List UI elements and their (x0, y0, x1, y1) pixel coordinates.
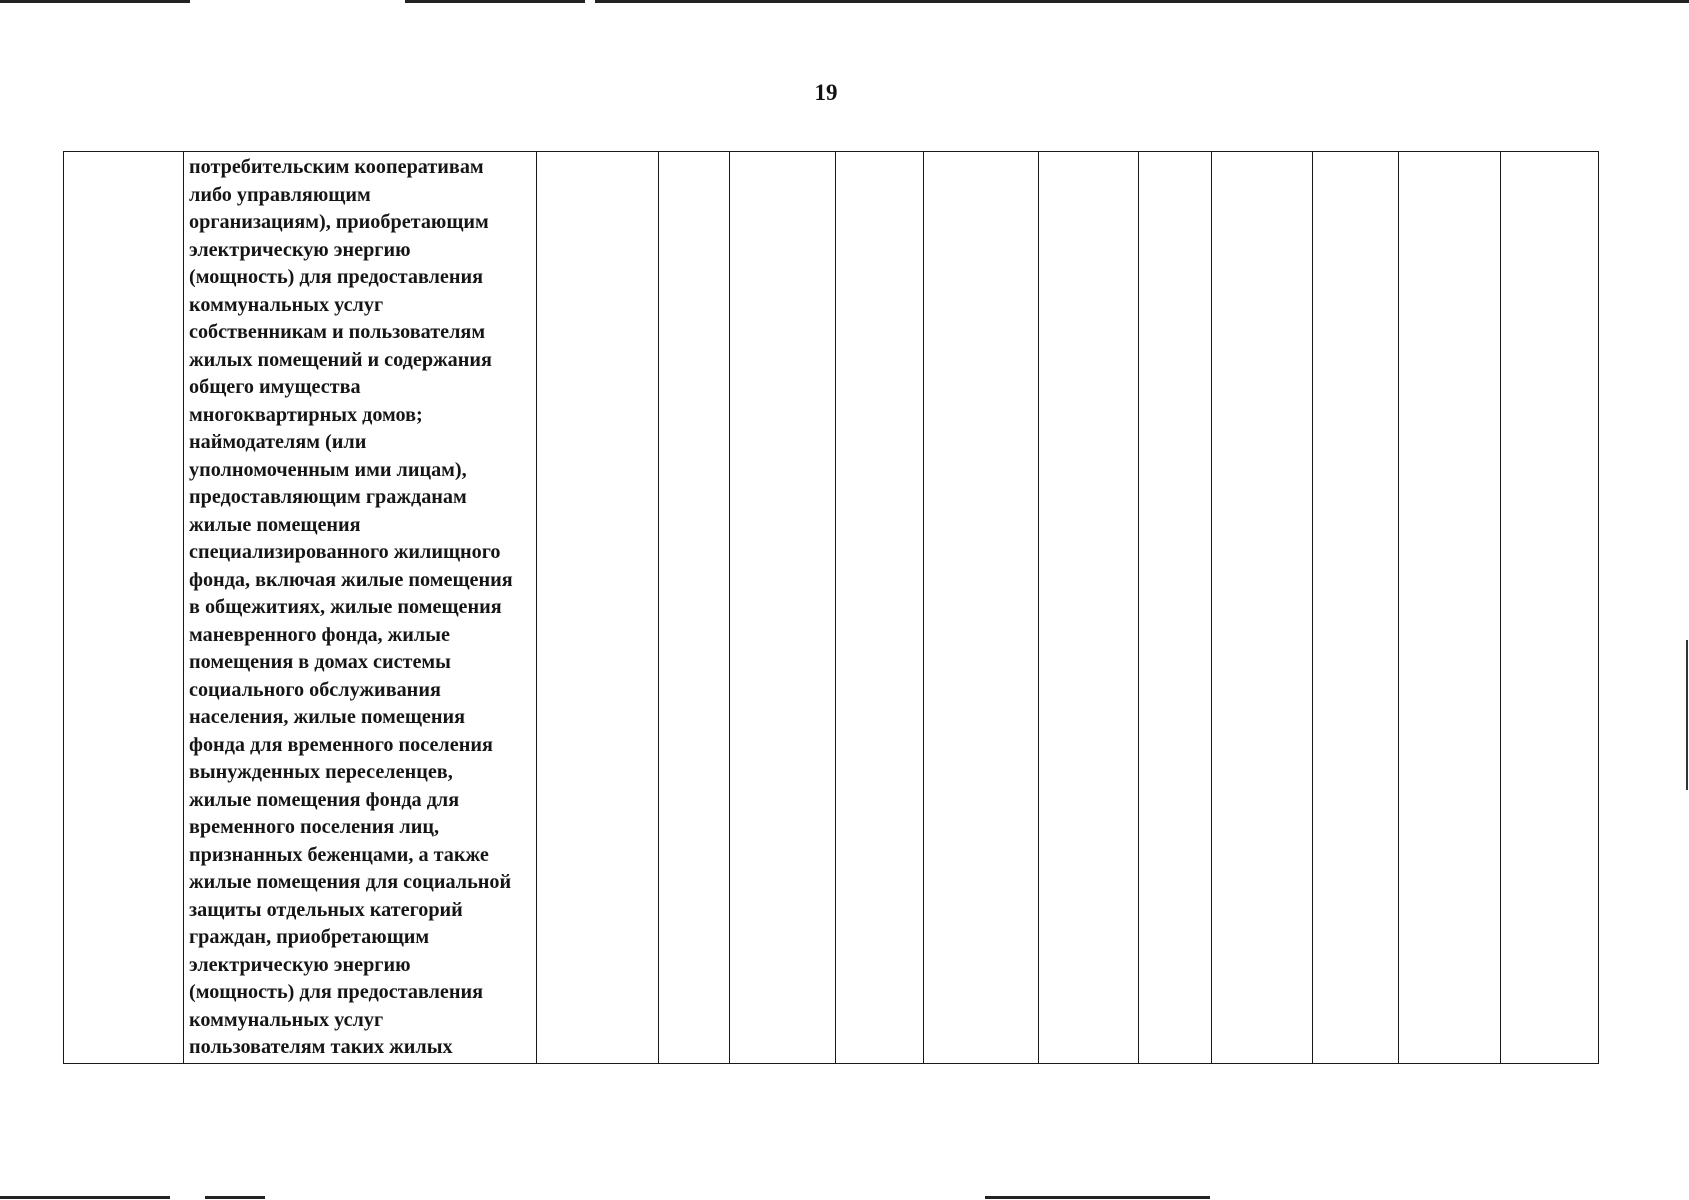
scan-edge-top-right (595, 0, 1689, 3)
scan-edge-top-left (0, 0, 190, 3)
table-cell-empty (1139, 152, 1212, 1064)
table-cell-empty (1501, 152, 1599, 1064)
description-line: в общежитиях, жилые помещения (189, 596, 502, 618)
description-line: потребительским кооперативам (189, 156, 484, 178)
description-line: защиты отдельных категорий (189, 898, 463, 921)
scan-edge-right (1686, 640, 1688, 790)
document-table (63, 151, 1599, 1064)
scan-edge-bottom-mid (205, 1196, 265, 1199)
description-line: электрическую энергию (189, 238, 411, 261)
description-line: специализированного жилищного (189, 541, 501, 563)
description-line: признанных беженцами, а также (189, 843, 489, 866)
scan-edge-bottom-left (0, 1196, 170, 1199)
description-line: фонда, включая жилые помещения (189, 568, 513, 591)
description-line: (мощность) для предоставления (189, 266, 484, 288)
description-line: населения, жилые помещения (189, 706, 466, 728)
description-line: жилые помещения фонда для (189, 788, 460, 811)
scan-edge-bottom-right (985, 1196, 1210, 1199)
description-line: (мощность) для предоставления (189, 981, 484, 1003)
table-cell-empty (1039, 152, 1139, 1064)
description-line: наймодателям (или (189, 431, 367, 453)
table-cell-empty (1399, 152, 1501, 1064)
description-line: социального обслуживания (189, 678, 441, 701)
table-cell-empty (924, 152, 1039, 1064)
scan-edge-top-mid (405, 0, 585, 3)
description-line: собственникам и пользователям (189, 321, 486, 343)
description-line: помещения в домах системы (189, 651, 451, 673)
description-line: граждан, приобретающим (189, 926, 430, 948)
description-line: временного поселения лиц, (189, 816, 440, 838)
table-cell-empty (1313, 152, 1399, 1064)
description-line: уполномоченным ими лицам), (189, 458, 467, 481)
description-line: пользователям таких жилых (189, 1036, 453, 1058)
description-line: фонда для временного поселения (189, 733, 493, 756)
description-line: общего имущества (189, 376, 361, 398)
table-cell-empty (730, 152, 836, 1064)
description-line: коммунальных услуг (189, 293, 384, 316)
table-cell-number (64, 152, 184, 1064)
description-line: жилые помещения (189, 513, 361, 536)
table-cell-empty (537, 152, 659, 1064)
description-line: жилые помещения для социальной (189, 871, 512, 893)
page-number: 19 (814, 80, 838, 105)
description-line: многоквартирных домов; (189, 403, 423, 426)
description-line: либо управляющим (189, 183, 371, 206)
table-row (64, 152, 1599, 1064)
description-line: электрическую энергию (189, 953, 411, 976)
description-line: предоставляющим гражданам (189, 486, 467, 508)
table-cell-description (184, 152, 537, 1064)
table-cell-empty (1212, 152, 1313, 1064)
description-line: жилых помещений и содержания (189, 348, 492, 371)
description-line: маневренного фонда, жилые (189, 623, 450, 646)
table-cell-empty (659, 152, 730, 1064)
table-cell-empty (836, 152, 924, 1064)
description-line: коммунальных услуг (189, 1008, 384, 1031)
description-line: вынужденных переселенцев, (189, 761, 453, 783)
description-line: организациям), приобретающим (189, 211, 489, 233)
